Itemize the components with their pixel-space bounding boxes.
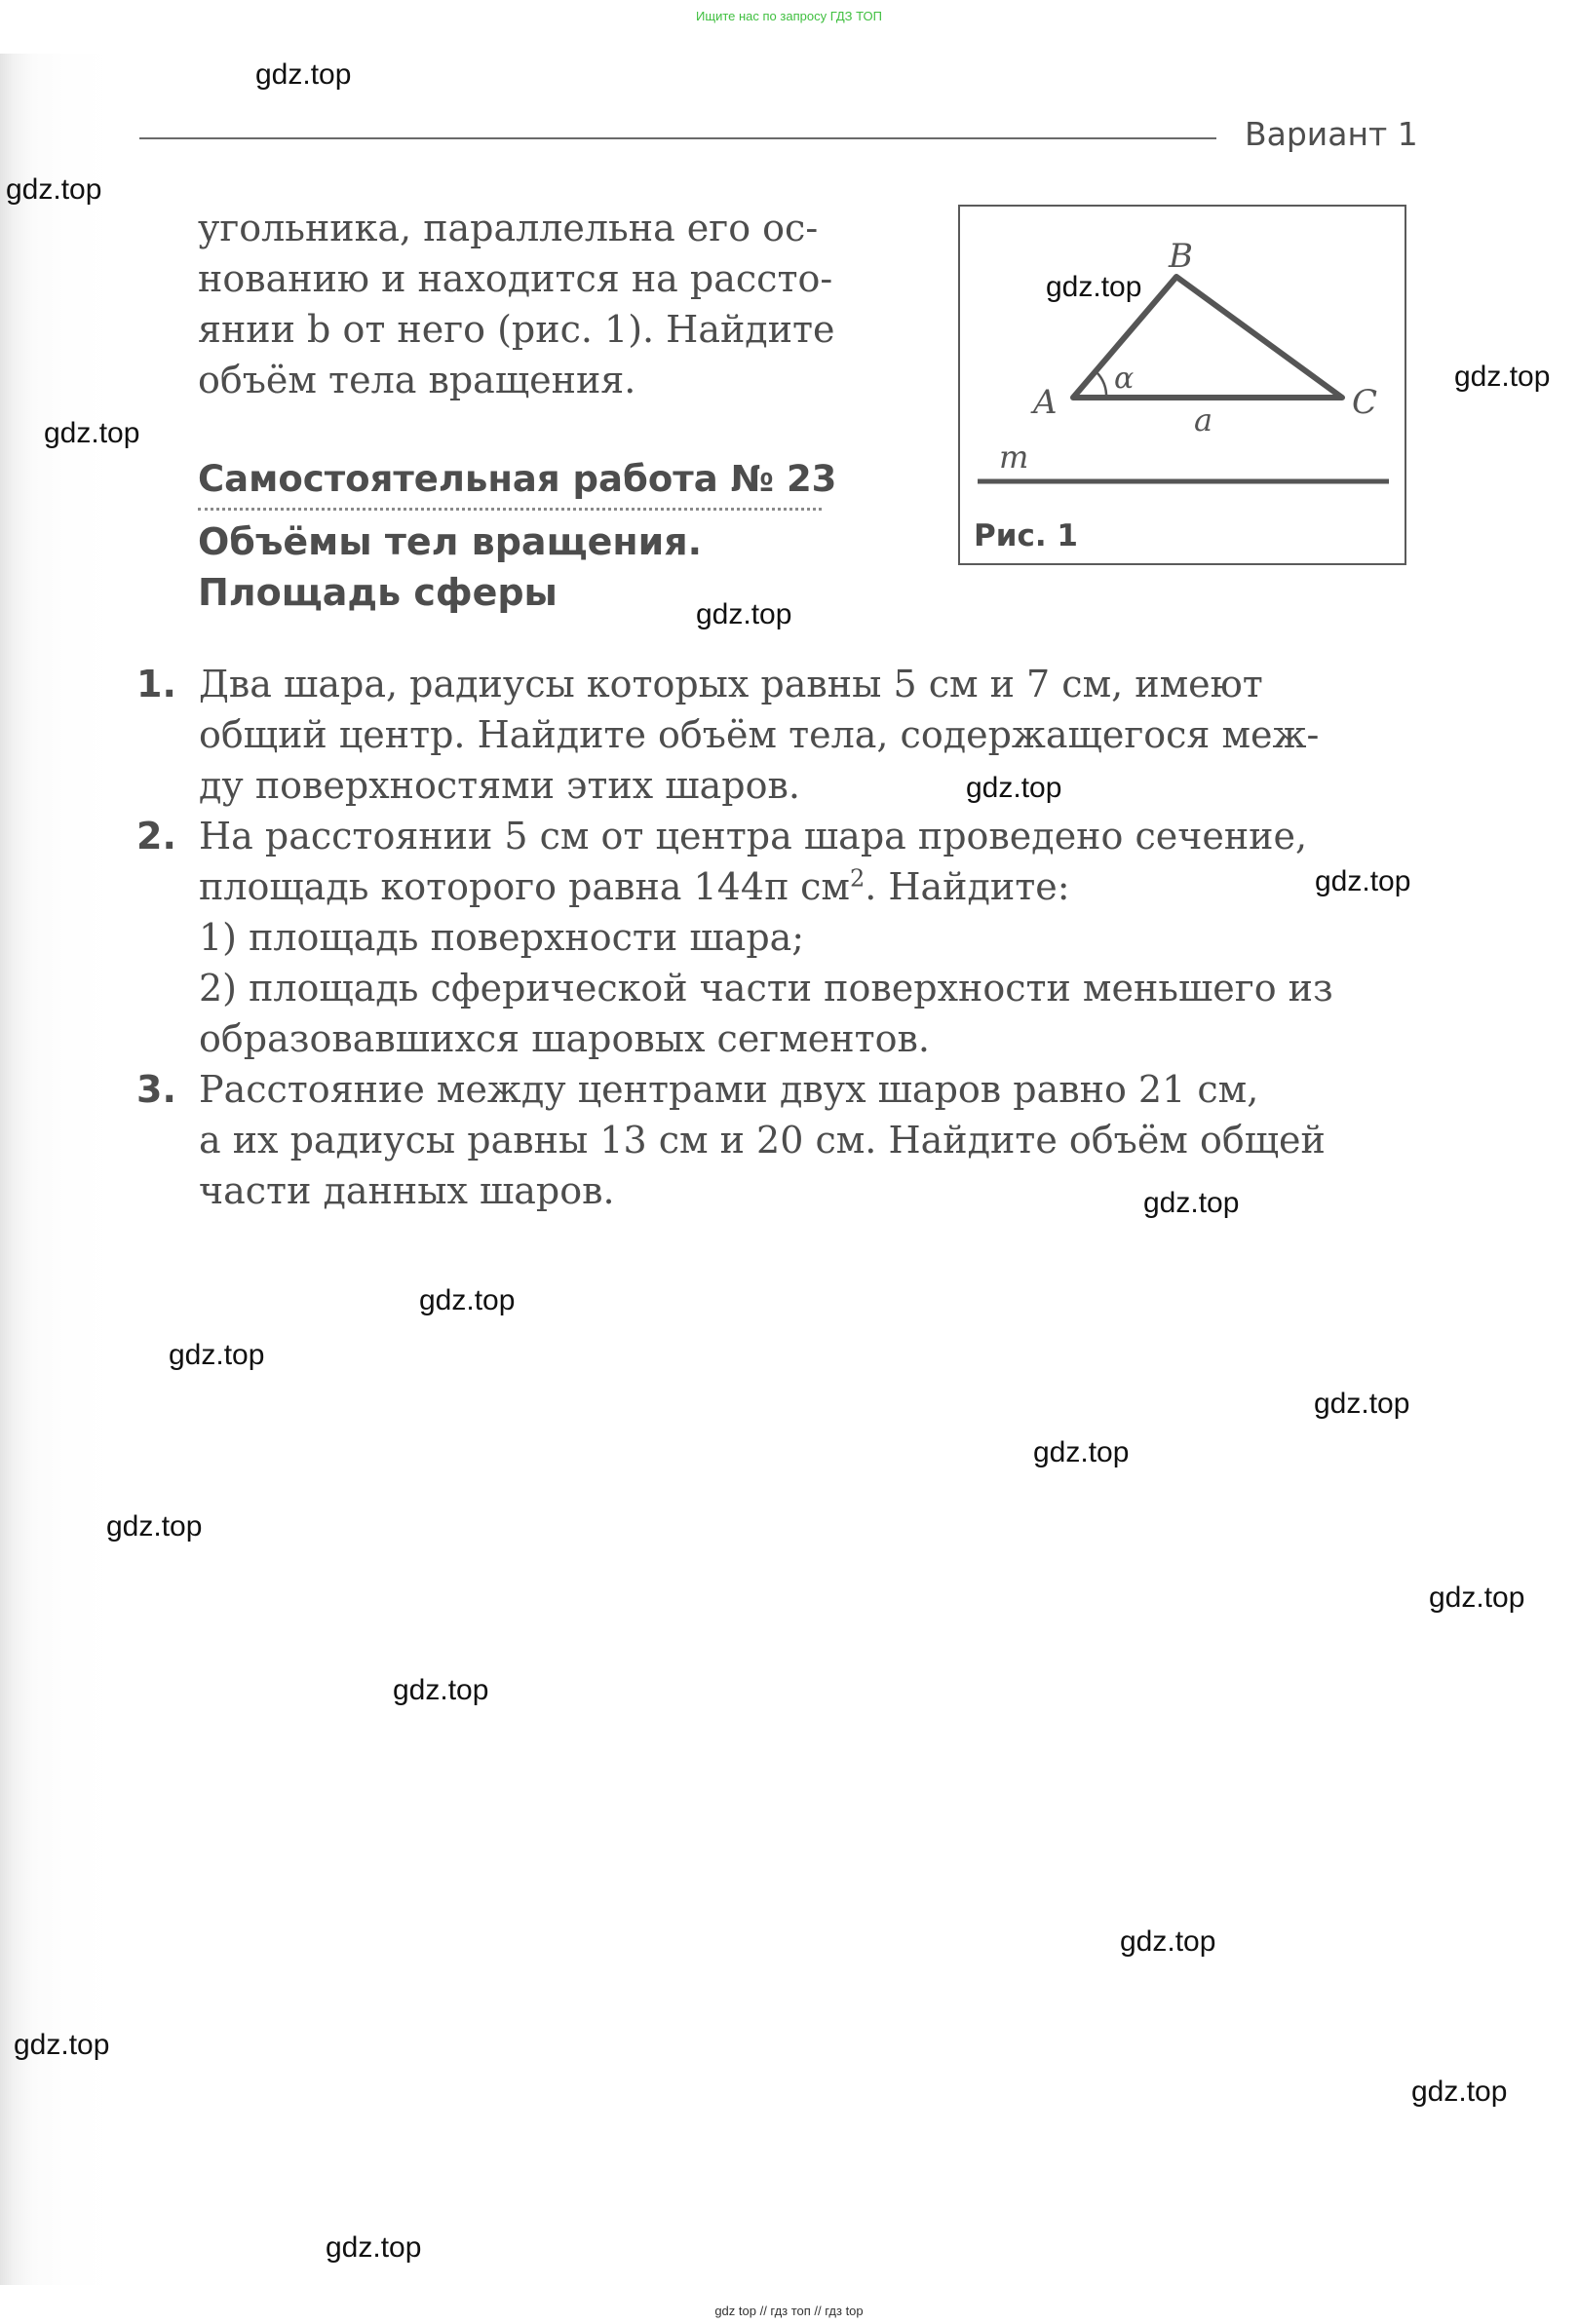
problem-number: 3. <box>136 1068 176 1111</box>
problem-line: 1) площадь поверхности шара; <box>199 916 805 959</box>
problem-number: 2. <box>136 815 176 857</box>
label-a-vertex: A <box>1033 383 1058 422</box>
watermark: gdz.top <box>696 598 792 630</box>
section-title-line: Объёмы тел вращения. <box>198 520 703 563</box>
watermark: gdz.top <box>1033 1436 1130 1468</box>
watermark: gdz.top <box>1143 1187 1240 1219</box>
problem-line: ду поверхностями этих шаров. <box>199 764 800 807</box>
watermark: gdz.top <box>44 417 140 449</box>
watermark: gdz.top <box>393 1674 489 1706</box>
label-line-m: m <box>999 438 1029 476</box>
intro-line: угольника, параллельна его ос- <box>198 207 819 249</box>
watermark: gdz.top <box>1314 1388 1410 1420</box>
intro-paragraph <box>198 203 909 405</box>
watermark: gdz.top <box>326 2231 422 2264</box>
problem-line: Два шара, радиусы которых равны 5 см и 7 см, имеют <box>199 663 1263 705</box>
problem-line-suffix: . Найдите: <box>865 865 1070 908</box>
label-c-vertex: C <box>1352 383 1378 422</box>
watermark: gdz.top <box>6 173 102 206</box>
watermark: gdz.top <box>1046 271 1142 303</box>
section-number: Самостоятельная работа № 23 <box>198 458 837 500</box>
problem-list <box>136 659 1433 1216</box>
watermark: gdz.top <box>1315 865 1411 897</box>
intro-line: объём тела вращения. <box>198 359 636 401</box>
section-underline <box>198 508 822 511</box>
watermark: gdz.top <box>1411 2076 1508 2108</box>
problem-number: 1. <box>136 663 176 705</box>
problem-1 <box>136 659 1433 811</box>
watermark: gdz.top <box>14 2029 110 2061</box>
intro-line: нованию и находится на рассто- <box>198 257 833 300</box>
watermark: gdz.top <box>1120 1925 1216 1958</box>
problem-2 <box>136 811 1433 1064</box>
watermark: gdz.top <box>1454 361 1551 393</box>
superscript: 2 <box>849 864 866 893</box>
problem-line: 2) площадь сферической части поверхности меньшего из <box>199 967 1333 1010</box>
angle-alpha-arc <box>1097 372 1106 398</box>
header-rule <box>139 137 1216 139</box>
watermark: gdz.top <box>106 1510 203 1543</box>
watermark: gdz.top <box>966 772 1062 804</box>
watermark: gdz.top <box>1429 1581 1525 1614</box>
section-title-line: Площадь сферы <box>198 571 558 614</box>
problem-line: Расстояние между центрами двух шаров равно 21 см, <box>199 1068 1259 1111</box>
figure-1 <box>958 205 1406 565</box>
figure-caption: Рис. 1 <box>974 518 1078 553</box>
watermark: gdz.top <box>255 58 352 91</box>
watermark: gdz.top <box>169 1339 265 1371</box>
top-search-note: Ищите нас по запросу ГДЗ ТОП <box>696 9 882 23</box>
label-alpha: α <box>1114 362 1135 396</box>
problem-line-text: площадь которого равна 144π см <box>199 865 850 908</box>
problem-line <box>199 861 1433 912</box>
triangle-diagram <box>960 207 1405 563</box>
problem-line: части данных шаров. <box>199 1169 615 1212</box>
bottom-note: gdz top // гдз топ // гдз top <box>714 2304 864 2318</box>
problem-line: а их радиусы равны 13 см и 20 см. Найдите объём общей <box>199 1119 1326 1162</box>
problem-line: образовавшихся шаровых сегментов. <box>199 1017 930 1060</box>
watermark: gdz.top <box>419 1284 516 1316</box>
intro-line: янии b от него (рис. 1). Найдите <box>198 308 835 351</box>
label-b-vertex: B <box>1169 237 1193 276</box>
label-side-a: a <box>1194 401 1213 438</box>
section-title <box>198 516 702 618</box>
variant-label: Вариант 1 <box>1245 115 1418 153</box>
problem-line: общий центр. Найдите объём тела, содержащегося меж- <box>199 713 1320 756</box>
problem-line: На расстоянии 5 см от центра шара проведено сечение, <box>199 815 1308 857</box>
